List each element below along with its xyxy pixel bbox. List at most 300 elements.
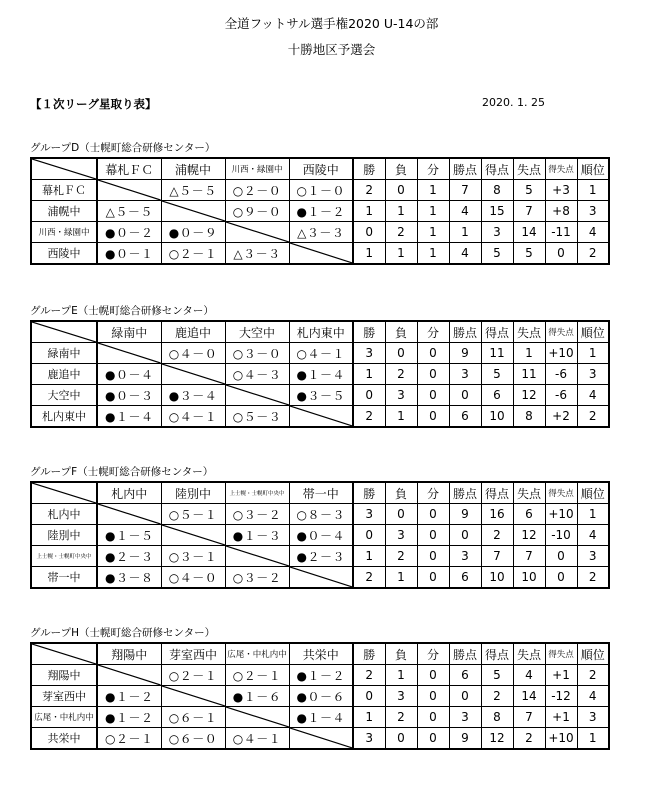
stat-cell: 1 <box>353 243 385 265</box>
stat-cell: 10 <box>513 567 545 589</box>
diagonal-line-icon <box>162 201 225 221</box>
team-row-header: 陸別中 <box>31 525 97 546</box>
stat-cell: 0 <box>417 406 449 428</box>
header-row <box>31 643 609 665</box>
match-result: ○４－０ <box>161 343 225 364</box>
stat-cell: 10 <box>481 406 513 428</box>
document-date: 2020. 1. 25 <box>482 96 545 109</box>
team-row-header: 大空中 <box>31 385 97 406</box>
stat-cell: 2 <box>353 180 385 201</box>
stat-cell: 3 <box>385 525 417 546</box>
stat-cell: +1 <box>545 707 577 728</box>
stat-cell: 3 <box>577 707 609 728</box>
stat-cell: 4 <box>449 243 481 265</box>
stat-column-header: 勝点 <box>449 158 481 180</box>
diagonal-stroke <box>32 159 96 179</box>
stat-cell: 2 <box>353 406 385 428</box>
team-row-header: 上士幌・士幌町中央中 <box>31 546 97 567</box>
stat-cell: 0 <box>449 686 481 707</box>
match-result: ○３－２ <box>225 504 289 525</box>
stat-cell: +8 <box>545 201 577 222</box>
stat-cell: 3 <box>577 201 609 222</box>
stat-cell: -6 <box>545 364 577 385</box>
table-row <box>31 707 609 728</box>
match-result: ○３－１ <box>161 546 225 567</box>
stat-cell: 0 <box>353 525 385 546</box>
stat-column-header: 勝点 <box>449 643 481 665</box>
stat-column-header: 負 <box>385 158 417 180</box>
stat-cell: +1 <box>545 665 577 686</box>
stat-cell: 1 <box>417 243 449 265</box>
diagonal-line-icon <box>98 665 161 685</box>
standings-table <box>30 642 610 750</box>
self-match-cell <box>289 243 353 265</box>
match-result: ●３－４ <box>161 385 225 406</box>
stat-cell: 4 <box>449 201 481 222</box>
stat-cell: +10 <box>545 504 577 525</box>
stat-cell: 1 <box>385 567 417 589</box>
stat-cell: 2 <box>481 686 513 707</box>
stat-cell: 0 <box>353 686 385 707</box>
stat-cell: 1 <box>577 180 609 201</box>
diagonal-stroke <box>162 525 225 545</box>
stat-column-header: 勝 <box>353 482 385 504</box>
diagonal-line-icon <box>226 707 289 727</box>
diagonal-stroke <box>290 243 353 263</box>
match-result: ●１－４ <box>289 364 353 385</box>
diagonal-line-icon <box>226 385 289 405</box>
corner-cell <box>31 482 97 504</box>
diagonal-stroke <box>162 364 225 384</box>
stat-cell: 1 <box>417 222 449 243</box>
diagonal-line-icon <box>290 406 353 426</box>
stat-cell: +10 <box>545 728 577 750</box>
stat-cell: 0 <box>545 567 577 589</box>
match-result: ○４－１ <box>225 728 289 750</box>
diagonal-line-icon <box>162 525 225 545</box>
self-match-cell <box>225 546 289 567</box>
stat-cell: 0 <box>353 385 385 406</box>
diagonal-line-icon <box>162 686 225 706</box>
diagonal-line-icon <box>98 343 161 363</box>
diagonal-line-icon <box>290 728 353 748</box>
match-result: ●３－５ <box>289 385 353 406</box>
team-column-header: 上士幌・士幌町中央中 <box>225 482 289 504</box>
group-title: グループF（士幌町総合研修センター） <box>30 466 214 478</box>
stat-cell: 2 <box>385 707 417 728</box>
stat-cell: 10 <box>481 567 513 589</box>
stat-column-header: 順位 <box>577 482 609 504</box>
table-row <box>31 385 609 406</box>
match-result: ○３－２ <box>225 567 289 589</box>
team-row-header: 広尾・中札内中 <box>31 707 97 728</box>
match-result: ○２－０ <box>225 180 289 201</box>
stat-cell: 16 <box>481 504 513 525</box>
match-result: ○９－０ <box>225 201 289 222</box>
stat-cell: 0 <box>417 343 449 364</box>
stat-cell: 4 <box>513 665 545 686</box>
stat-column-header: 失点 <box>513 321 545 343</box>
stat-cell: 4 <box>577 525 609 546</box>
diagonal-line-icon <box>32 322 96 342</box>
self-match-cell <box>289 567 353 589</box>
diagonal-stroke <box>226 707 289 727</box>
stat-cell: 0 <box>417 546 449 567</box>
stat-cell: 14 <box>513 222 545 243</box>
corner-cell <box>31 321 97 343</box>
match-result: ○２－１ <box>97 728 161 750</box>
stat-column-header: 勝点 <box>449 482 481 504</box>
match-result: ○２－１ <box>161 243 225 265</box>
stat-cell: 8 <box>481 707 513 728</box>
table-row <box>31 343 609 364</box>
match-result: ●０－３ <box>97 385 161 406</box>
stat-cell: 0 <box>417 728 449 750</box>
stat-cell: 0 <box>385 728 417 750</box>
stat-column-header: 順位 <box>577 643 609 665</box>
table-row <box>31 686 609 707</box>
stat-cell: 1 <box>385 201 417 222</box>
corner-cell <box>31 643 97 665</box>
stat-cell: 0 <box>417 385 449 406</box>
diagonal-stroke <box>162 201 225 221</box>
team-row-header: 緑南中 <box>31 343 97 364</box>
table-row <box>31 728 609 750</box>
team-column-header: 共栄中 <box>289 643 353 665</box>
stat-cell: 15 <box>481 201 513 222</box>
stat-column-header: 分 <box>417 321 449 343</box>
team-row-header: 浦幌中 <box>31 201 97 222</box>
self-match-cell <box>225 707 289 728</box>
stat-cell: 7 <box>513 201 545 222</box>
stat-cell: 0 <box>417 525 449 546</box>
stat-cell: 11 <box>513 364 545 385</box>
team-column-header: 川西・緑園中 <box>225 158 289 180</box>
match-result: ●３－８ <box>97 567 161 589</box>
stat-column-header: 分 <box>417 158 449 180</box>
standings-table <box>30 157 610 265</box>
stat-cell: 0 <box>449 385 481 406</box>
stat-cell: 1 <box>353 707 385 728</box>
table-row <box>31 525 609 546</box>
stat-cell: 0 <box>353 222 385 243</box>
stat-cell: 6 <box>449 567 481 589</box>
diagonal-stroke <box>98 343 161 363</box>
stat-cell: 2 <box>385 222 417 243</box>
stat-cell: 0 <box>417 504 449 525</box>
match-result: ●２－３ <box>289 546 353 567</box>
stat-column-header: 勝 <box>353 158 385 180</box>
diagonal-stroke <box>290 406 353 426</box>
match-result: ○４－０ <box>161 567 225 589</box>
stat-column-header: 負 <box>385 482 417 504</box>
diagonal-line-icon <box>290 243 353 263</box>
table-row <box>31 665 609 686</box>
stat-cell: 5 <box>513 180 545 201</box>
match-result: ○４－１ <box>289 343 353 364</box>
stat-cell: 6 <box>449 406 481 428</box>
table-row <box>31 180 609 201</box>
team-row-header: 札内中 <box>31 504 97 525</box>
stat-cell: 3 <box>353 343 385 364</box>
team-row-header: 帯一中 <box>31 567 97 589</box>
stat-cell: -10 <box>545 525 577 546</box>
header-row <box>31 158 609 180</box>
stat-cell: 1 <box>417 180 449 201</box>
team-row-header: 芽室西中 <box>31 686 97 707</box>
team-row-header: 共栄中 <box>31 728 97 750</box>
stat-cell: 0 <box>417 707 449 728</box>
stat-column-header: 得失点 <box>545 158 577 180</box>
match-result: ●０－６ <box>289 686 353 707</box>
stat-cell: 0 <box>417 567 449 589</box>
self-match-cell <box>289 728 353 750</box>
stat-cell: 3 <box>577 364 609 385</box>
diagonal-stroke <box>98 665 161 685</box>
stat-column-header: 分 <box>417 643 449 665</box>
match-result: △３－３ <box>225 243 289 265</box>
stat-cell: 0 <box>545 546 577 567</box>
stat-cell: 12 <box>513 385 545 406</box>
stat-cell: 0 <box>417 665 449 686</box>
match-result: ○１－０ <box>289 180 353 201</box>
stat-cell: 1 <box>513 343 545 364</box>
stat-cell: 1 <box>385 243 417 265</box>
stat-cell: 11 <box>481 343 513 364</box>
stat-cell: 4 <box>577 686 609 707</box>
diagonal-line-icon <box>226 222 289 242</box>
stat-cell: 8 <box>513 406 545 428</box>
match-result: ●２－３ <box>97 546 161 567</box>
stat-cell: 1 <box>385 665 417 686</box>
team-column-header: 芽室西中 <box>161 643 225 665</box>
match-result: ●１－２ <box>289 665 353 686</box>
stat-cell: +3 <box>545 180 577 201</box>
stat-cell: 4 <box>577 385 609 406</box>
stat-cell: 1 <box>577 728 609 750</box>
stat-cell: 7 <box>513 707 545 728</box>
match-result: ○２－１ <box>225 665 289 686</box>
diagonal-stroke <box>226 222 289 242</box>
stat-cell: 1 <box>577 343 609 364</box>
match-result: △５－５ <box>97 201 161 222</box>
stat-column-header: 勝 <box>353 321 385 343</box>
stat-cell: 7 <box>481 546 513 567</box>
match-result: ○８－３ <box>289 504 353 525</box>
team-column-header: 広尾・中札内中 <box>225 643 289 665</box>
stat-column-header: 負 <box>385 643 417 665</box>
stat-cell: 9 <box>449 504 481 525</box>
self-match-cell <box>161 201 225 222</box>
stat-cell: 7 <box>449 180 481 201</box>
table-row <box>31 222 609 243</box>
stat-cell: 1 <box>353 364 385 385</box>
stat-column-header: 勝 <box>353 643 385 665</box>
match-result: ●１－６ <box>225 686 289 707</box>
stat-cell: 2 <box>353 665 385 686</box>
stat-cell: 12 <box>481 728 513 750</box>
stat-cell: 6 <box>513 504 545 525</box>
stat-cell: 0 <box>545 243 577 265</box>
match-result: ●１－３ <box>225 525 289 546</box>
stat-cell: 9 <box>449 728 481 750</box>
stat-cell: 0 <box>385 504 417 525</box>
match-result: ●１－５ <box>97 525 161 546</box>
stat-cell: 3 <box>353 504 385 525</box>
team-column-header: 帯一中 <box>289 482 353 504</box>
match-result: ●１－４ <box>97 406 161 428</box>
stat-column-header: 失点 <box>513 643 545 665</box>
stat-cell: -11 <box>545 222 577 243</box>
team-column-header: 緑南中 <box>97 321 161 343</box>
diagonal-line-icon <box>98 504 161 524</box>
stat-cell: -6 <box>545 385 577 406</box>
stat-cell: 3 <box>577 546 609 567</box>
standings-table <box>30 320 610 428</box>
match-result: ○３－０ <box>225 343 289 364</box>
stat-cell: -12 <box>545 686 577 707</box>
team-row-header: 川西・緑園中 <box>31 222 97 243</box>
team-column-header: 幕札ＦＣ <box>97 158 161 180</box>
self-match-cell <box>225 385 289 406</box>
stat-cell: 5 <box>481 665 513 686</box>
stat-column-header: 得点 <box>481 482 513 504</box>
diagonal-stroke <box>162 686 225 706</box>
table-row <box>31 504 609 525</box>
stat-cell: 2 <box>577 567 609 589</box>
match-result: ●０－４ <box>289 525 353 546</box>
diagonal-stroke <box>98 504 161 524</box>
diagonal-line-icon <box>290 567 353 587</box>
team-column-header: 西陵中 <box>289 158 353 180</box>
team-row-header: 翔陽中 <box>31 665 97 686</box>
diagonal-stroke <box>226 385 289 405</box>
match-result: △５－５ <box>161 180 225 201</box>
stat-cell: 3 <box>353 728 385 750</box>
stat-cell: 14 <box>513 686 545 707</box>
self-match-cell <box>97 343 161 364</box>
diagonal-stroke <box>226 546 289 566</box>
stat-cell: 8 <box>481 180 513 201</box>
stat-cell: 0 <box>417 364 449 385</box>
team-row-header: 札内東中 <box>31 406 97 428</box>
stat-column-header: 得点 <box>481 158 513 180</box>
stat-column-header: 順位 <box>577 321 609 343</box>
stat-cell: 3 <box>449 707 481 728</box>
group-title: グループE（士幌町総合研修センター） <box>30 305 214 317</box>
match-result: ●０－１ <box>97 243 161 265</box>
stat-cell: +10 <box>545 343 577 364</box>
stat-cell: +2 <box>545 406 577 428</box>
match-result: ○５－１ <box>161 504 225 525</box>
stat-cell: 5 <box>513 243 545 265</box>
stat-cell: 3 <box>481 222 513 243</box>
match-result: ●１－４ <box>289 707 353 728</box>
stat-column-header: 得失点 <box>545 482 577 504</box>
match-result: ○６－１ <box>161 707 225 728</box>
team-row-header: 西陵中 <box>31 243 97 265</box>
sheet-label: 【１次リーグ星取り表】 <box>30 97 157 111</box>
stat-column-header: 得点 <box>481 643 513 665</box>
stat-cell: 5 <box>481 243 513 265</box>
stat-cell: 1 <box>417 201 449 222</box>
stat-cell: 2 <box>577 406 609 428</box>
table-row <box>31 567 609 589</box>
stat-cell: 3 <box>385 686 417 707</box>
team-column-header: 翔陽中 <box>97 643 161 665</box>
diagonal-stroke <box>290 567 353 587</box>
header-row <box>31 321 609 343</box>
stat-column-header: 負 <box>385 321 417 343</box>
self-match-cell <box>161 525 225 546</box>
stat-cell: 2 <box>385 546 417 567</box>
diagonal-line-icon <box>98 180 161 200</box>
match-result: ●０－４ <box>97 364 161 385</box>
diagonal-line-icon <box>32 159 96 179</box>
match-result: ●０－９ <box>161 222 225 243</box>
stat-cell: 1 <box>385 406 417 428</box>
team-column-header: 陸別中 <box>161 482 225 504</box>
table-row <box>31 243 609 265</box>
stat-cell: 5 <box>481 364 513 385</box>
match-result: ○５－３ <box>225 406 289 428</box>
team-row-header: 幕札ＦＣ <box>31 180 97 201</box>
diagonal-line-icon <box>162 364 225 384</box>
self-match-cell <box>161 364 225 385</box>
table-row <box>31 406 609 428</box>
stat-cell: 6 <box>449 665 481 686</box>
stat-cell: 3 <box>449 364 481 385</box>
stat-cell: 2 <box>385 364 417 385</box>
stat-cell: 1 <box>353 201 385 222</box>
match-result: ○４－１ <box>161 406 225 428</box>
diagonal-stroke <box>290 728 353 748</box>
document-subtitle: 十勝地区予選会 <box>287 42 376 57</box>
stat-cell: 0 <box>385 343 417 364</box>
stat-cell: 0 <box>417 686 449 707</box>
match-result: ○６－０ <box>161 728 225 750</box>
document-title: 全道フットサル選手権2020 U-14の部 <box>224 16 439 31</box>
team-column-header: 大空中 <box>225 321 289 343</box>
stat-cell: 1 <box>353 546 385 567</box>
stat-cell: 12 <box>513 525 545 546</box>
self-match-cell <box>97 180 161 201</box>
self-match-cell <box>97 504 161 525</box>
table-row <box>31 364 609 385</box>
match-result: ●１－２ <box>97 707 161 728</box>
team-column-header: 札内東中 <box>289 321 353 343</box>
diagonal-stroke <box>98 180 161 200</box>
self-match-cell <box>97 665 161 686</box>
self-match-cell <box>161 686 225 707</box>
stat-cell: 1 <box>577 504 609 525</box>
self-match-cell <box>289 406 353 428</box>
stat-cell: 9 <box>449 343 481 364</box>
stat-cell: 2 <box>353 567 385 589</box>
stat-column-header: 得点 <box>481 321 513 343</box>
stat-cell: 7 <box>513 546 545 567</box>
match-result: ●０－２ <box>97 222 161 243</box>
self-match-cell <box>225 222 289 243</box>
match-result: ○４－３ <box>225 364 289 385</box>
diagonal-line-icon <box>32 644 96 664</box>
team-column-header: 浦幌中 <box>161 158 225 180</box>
stat-cell: 2 <box>481 525 513 546</box>
group-title: グループH（士幌町総合研修センター） <box>30 627 216 639</box>
team-row-header: 鹿追中 <box>31 364 97 385</box>
table-row <box>31 546 609 567</box>
diagonal-stroke <box>32 483 96 503</box>
